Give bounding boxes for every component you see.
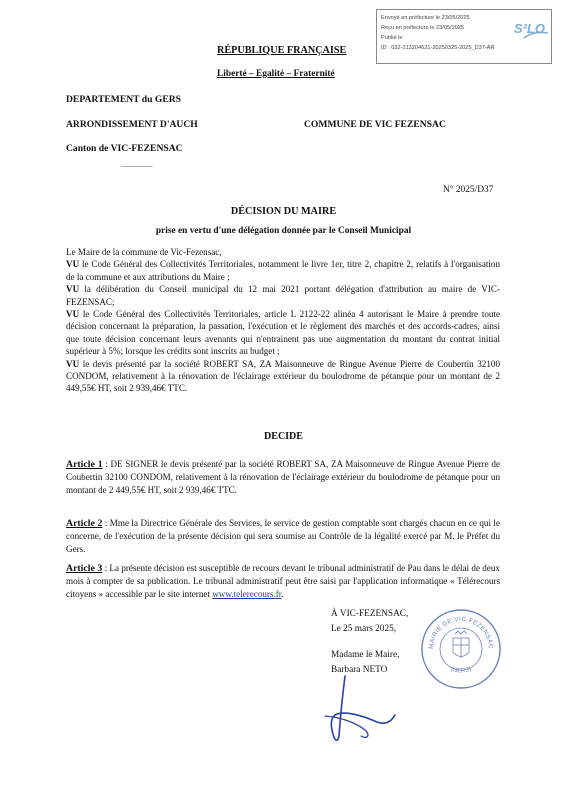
arrondissement: ARRONDISSEMENT D'AUCH (66, 119, 198, 130)
vu-label: VU (66, 284, 80, 295)
slo-logo: S²LO (513, 21, 545, 36)
vu-paragraph (66, 358, 500, 395)
stamp-received: Reçu en préfecture le 23/05/2025 (381, 25, 465, 31)
vu-label: VU (66, 309, 80, 320)
vu-text: le Code Général des Collectivités Territoriales, article L 2122-22 alinéa 4 autorisant le Maire à prendre toute décision concernant la préparation, la passation, l'exécution et le règlement des marchés et des accords-cadres, ainsi que toute décision concernant leurs avenants qui n'entrainent pas une augmentation du montant du contrat initial supérieur à 5%; lorsque les crédits sont inscrits au budget ; (66, 309, 500, 357)
seal-emblem-icon (453, 631, 469, 658)
article-label: Article 3 (66, 563, 103, 574)
mayor-role: Madame le Maire, (331, 650, 400, 660)
slo-swoosh-icon (523, 30, 549, 40)
stamp-published: Publié le (381, 35, 403, 41)
municipal-seal (420, 608, 502, 690)
republic-heading: RÉPUBLIQUE FRANÇAISE (217, 45, 347, 56)
vu-text: le Code Général des Collectivités Territoriales, notamment le livre 1er, titre 2, chapitre 2, relatifs à l'organisation de la commune et aux attributions du Maire ; (66, 259, 500, 282)
vu-paragraph (66, 283, 500, 308)
prefecture-stamp (376, 9, 552, 64)
motto: Liberté – Egalité – Fraternité (217, 69, 335, 79)
vu-text: le devis présenté par la société ROBERT SA, ZA Maisonneuve de Ringue Avenue Pierre de Coubertin 32100 CONDOM, relativement à la rénovation de l'éclairage extérieur du boulodrome de pétanque pour un montant de 2 449,55€ HT, soit 2 939,46€ TTC. (66, 358, 500, 394)
article-2 (66, 517, 500, 557)
article-text: : Mme la Directrice Générale des Services, le service de gestion comptable sont chargés chacun en ce qui le concerne, de l'exécution de la présente décision qui sera soumise au Contrôle de la légalité exercé par M. le Préfet du Gers. (66, 518, 500, 555)
decision-number: N° 2025/D37 (443, 185, 494, 195)
article-label: Article 2 (66, 518, 103, 529)
vu-label: VU (66, 259, 80, 270)
vu-text: la délibération du Conseil municipal du 12 mai 2021 portant délégation d'attribution au maire de VIC-FEZENSAC; (66, 284, 500, 307)
telerecours-link[interactable]: www.telerecours.fr (212, 589, 282, 600)
stamp-id: ID : 032-213204621-20250325-2025_D37-AR (381, 45, 495, 51)
article-text: : DE SIGNER le devis présenté par la société ROBERT SA, ZA Maisonneuve de Ringue Avenue Pierre de Coubertin 32100 CONDOM, relativement à la rénovation de l'éclairage extérieur du boulodrome de pétanque pour un montant de 2 449,55€ HT, soit 2 939,46€ TTC. (66, 459, 500, 496)
header-separator: _______ (121, 158, 153, 168)
decision-title: DÉCISION DU MAIRE (230, 206, 337, 217)
closing-date: Le 25 mars 2025, (331, 624, 397, 634)
preamble (66, 246, 500, 395)
article-text: : La présente décision est susceptible de recours devant le tribunal administratif de Pau dans le délai de deux mois à compter de sa publication. Le tribunal administratif peut être saisi par l'application informatique « Télérecours citoyens » accessible par le site internet (66, 563, 500, 600)
seal-top-text: MAIRIE DE VIC-FEZENSAC (427, 615, 495, 650)
article-1 (66, 458, 500, 498)
mayor-name: Barbara NETO (331, 665, 388, 675)
stamp-sent: Envoyé en préfecture le 23/05/2025 (381, 15, 470, 21)
department: DEPARTEMENT du GERS (66, 94, 181, 105)
seal-bottom-text: (GERS) (450, 666, 472, 675)
canton: Canton de VIC-FEZENSAC (66, 143, 183, 154)
decide-heading: DECIDE (264, 431, 303, 442)
preamble-intro: Le Maire de la commune de Vic-Fezensac, (66, 247, 222, 257)
article-3: Article 3 : La présente décision est susceptible de recours devant le tribunal administratif de Pau dans le délai de deux mois à compter de sa publication. Le tribunal administratif peut être saisi par l'application informatique « Télérecours citoyens » accessible par le site internet www.telerecours.fr. (66, 563, 500, 600)
vu-paragraph (66, 308, 500, 358)
decision-subtitle: prise en vertu d'une délégation donnée par le Conseil Municipal (155, 226, 412, 236)
svg-text:(GERS) (450, 666, 472, 674)
article-label: Article 1 (66, 459, 103, 470)
closing-place: À VIC-FEZENSAC, (331, 609, 409, 619)
mayor-signature (305, 670, 400, 750)
vu-paragraph (66, 258, 500, 283)
commune: COMMUNE DE VIC FEZENSAC (304, 119, 446, 130)
closing-block (331, 607, 408, 678)
vu-label: VU (66, 358, 80, 369)
